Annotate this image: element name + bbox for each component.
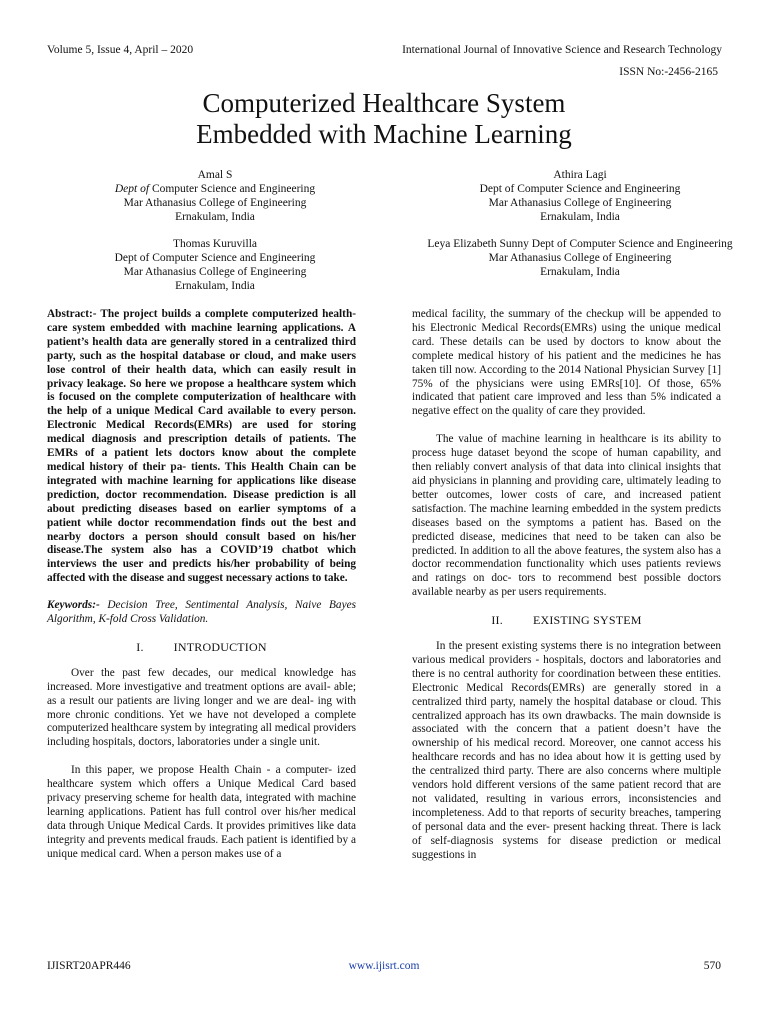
intro-paragraph-3: medical facility, the summary of the checkup will be appended to his Electronic Medical Records(EMRs) using the unique medical card. These details can be used by doctors to know about the complete medical history of his patient and the medicines he has taken till now. According to the 2014 National Physician Survey [1] 75% of the physicians were using EMRs[10]. Of those, 65% indicated that patient care improved and less than 5% indicated a negative effect on the quality of care they provided. xyxy=(412,308,721,418)
author-4 xyxy=(410,237,750,279)
keywords: Keywords:- Decision Tree, Sentimental Analysis, Naive Bayes Algorithm, K-fold Cross Validation. xyxy=(47,599,356,626)
author-location: Ernakulam, India xyxy=(175,280,255,292)
title-line-1: Computerized Healthcare System xyxy=(202,88,566,118)
header-journal: International Journal of Innovative Science and Research Technology xyxy=(402,44,722,56)
author-name: Athira Lagi xyxy=(553,169,607,181)
author-location: Ernakulam, India xyxy=(175,211,255,223)
author-dept: Dept of Computer Science and Engineering xyxy=(479,183,681,195)
section-heading-existing-system: II. EXISTING SYSTEM xyxy=(491,613,642,628)
left-column xyxy=(47,308,356,862)
intro-paragraph-4: The value of machine learning in healthcare is its ability to process huge dataset beyond the scope of human capability, and then reliably convert analysis of that data into clinical insights that aid physicians in planning and providing care, ultimately leading to better outcomes, lower costs of care, and increased patient satisfaction. The machine learning embedded in the system predicts diseases based on the symptoms a patient has. Based on the predicted disease, medicines that need to be taken can also be predicted. In addition to all the above features, the system also has a doctor recommendation functionality which uses patients reviews and ratings on doc- tors to recommend best possible doctors available nearby as per users requirements. xyxy=(412,433,721,599)
author-name-dept: Leya Elizabeth Sunny Dept of Computer Science and Engineering xyxy=(427,238,733,250)
author-location: Ernakulam, India xyxy=(540,266,620,278)
footer-page-number: 570 xyxy=(703,960,721,972)
author-dept: Dept of Computer Science and Engineering xyxy=(114,252,316,264)
existing-system-paragraph: In the present existing systems there is no integration between various medical providers - hospitals, doctors and laboratories and there is no central authority for coordination between these entities. Electronic Medical Records(EMRs) are generally stored in a centralized third party, namely the hospital database or cloud. This centralized approach has its own drawbacks. The main downside is associated with the concern that a patient doesn’t have the ownership of his medical record. Moreover, one cannot access his healthcare records and has no idea about how it is getting used by the centralized third party. There are also concerns where multiple vendors hold different versions of the same patient record that are not validated, resulting in various errors, inconsistencies and incompleteness. Add to that reports of security breaches, tampering of personal data and the ever- present hacking threat. There is lack of self-diagnosis systems for disease prediction or medical suggestions in xyxy=(412,640,721,861)
author-college: Mar Athanasius College of Engineering xyxy=(488,197,672,209)
author-college: Mar Athanasius College of Engineering xyxy=(123,197,307,209)
right-column xyxy=(412,308,721,863)
author-name: Amal S xyxy=(197,169,233,181)
abstract: Abstract:- The project builds a complete computerized health- care system embedded with machine learning applications. A patient’s health data are generally stored in a centralized third party, such as the hospital database or cloud, and make users lose control of their health data, which can easily result in privacy leakage. So here we propose a healthcare system which is focused on the complete computerization of healthcare with the help of a unique Medical Card available to every person. Electronic Medical Records(EMRs) are used for storing medical diagnosis and prescription details of patients. The EMRs of a patient lets doctors know about the complete medical history of their pa- tients. This Health Chain can be integrated with machine learning for applications like disease prediction, doctor recommendation. Disease prediction is all about predicting diseases based on earlier symptoms of a patient while doctor recommendation finds out the best and nearby doctors a person should consult based on his/her disease.The system also has a COVID’19 chatbot which interviews the user and predicts his/her probability of being affected with the disease and suggest necessary actions to take. xyxy=(47,308,356,585)
author-2 xyxy=(420,168,740,224)
header-issn: ISSN No:-2456-2165 xyxy=(619,66,718,78)
header-volume: Volume 5, Issue 4, April – 2020 xyxy=(47,44,194,56)
author-college: Mar Athanasius College of Engineering xyxy=(123,266,307,278)
footer-paper-code: IJISRT20APR446 xyxy=(47,960,131,972)
section-heading-introduction: I. INTRODUCTION xyxy=(136,639,267,654)
author-name: Thomas Kuruvilla xyxy=(173,238,257,250)
paper-title xyxy=(0,88,768,150)
author-3 xyxy=(80,237,350,293)
author-college: Mar Athanasius College of Engineering xyxy=(488,252,672,264)
author-1 xyxy=(80,168,350,224)
author-dept: Dept of Computer Science and Engineering xyxy=(114,183,316,195)
title-line-2: Embedded with Machine Learning xyxy=(196,119,572,149)
footer-website-link[interactable]: www.ijisrt.com xyxy=(348,960,420,972)
intro-paragraph-1: Over the past few decades, our medical knowledge has increased. More investigative and treatment options are avail- able; as a result our patients are living longer and we are deal- ing with more chronic conditions. Yet we have not developed a complete computerized healthcare system by integrating all medical providers including hospitals, doctors, laboratories under a single unit. xyxy=(47,666,356,749)
author-location: Ernakulam, India xyxy=(540,211,620,223)
intro-paragraph-2: In this paper, we propose Health Chain - a computer- ized healthcare system which offers a Unique Medical Card based privacy preserving scheme for health data, integrated with machine learning applications. Patient has full control over his/her medical data through Unique Medical Cards. It provides primitives like data integrity and prevents medical frauds. Each patient is identified by a unique medical card. When a person makes use of a xyxy=(47,764,356,860)
